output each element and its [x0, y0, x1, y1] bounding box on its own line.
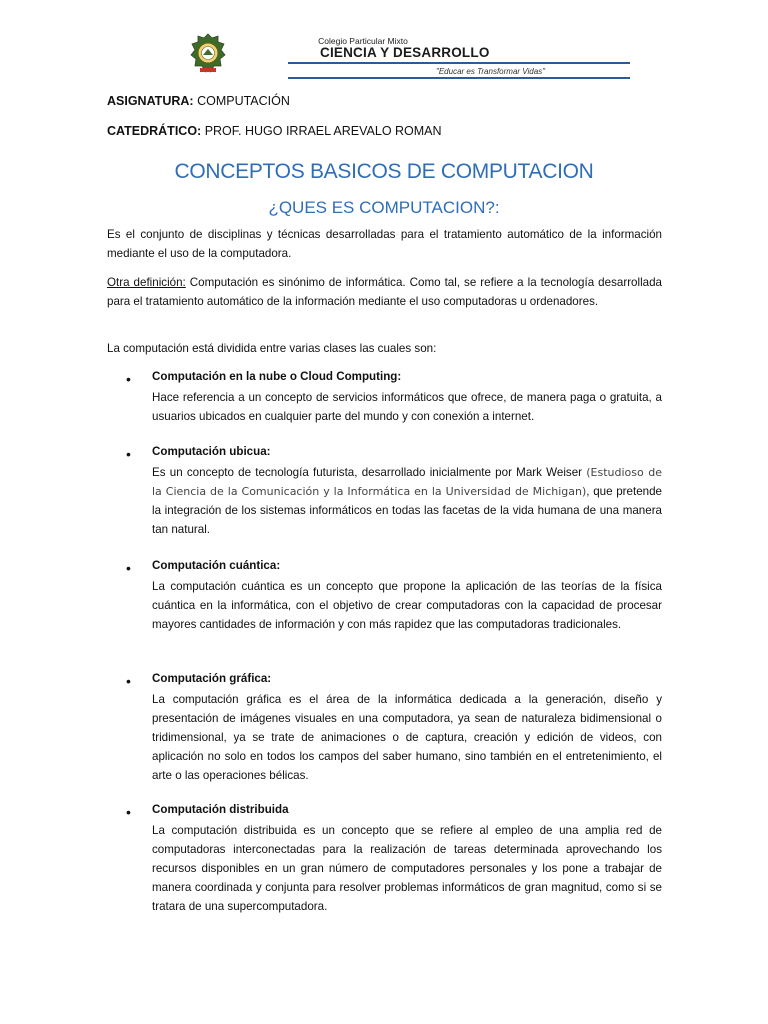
letterhead: [188, 28, 630, 84]
item-title-graphics: Computación gráfica:: [152, 672, 272, 685]
item-title-distributed: Computación distribuida: [152, 803, 289, 816]
school-name: CIENCIA Y DESARROLLO: [320, 45, 490, 60]
bullet-icon: •: [126, 446, 131, 462]
teacher-label: CATEDRÁTICO:: [107, 124, 202, 138]
bullet-icon: •: [126, 804, 131, 820]
item-body-distributed: La computación distribuida es un concepto que se refiere al empleo de una amplia red de computadoras interconectadas para la realización de tareas determinada aprovechando los recursos disponibles en un gran número de computadores personales y los pone a trabajar de manera coordinada y conjunta para resolver problemas informáticos de gran magnitud, como si se tratara de una supercomputadora.: [152, 824, 662, 913]
item-body-ubiquitous: [152, 463, 662, 539]
item-title-quantum: Computación cuántica:: [152, 559, 281, 572]
bullet-icon: •: [126, 560, 131, 576]
other-definition-label: Otra definición:: [107, 276, 186, 289]
header-rule-bottom: [288, 77, 630, 79]
school-name-block: [288, 28, 630, 84]
subject-line: [107, 94, 290, 108]
item-body-quantum: La computación cuántica es un concepto que propone la aplicación de las teorías de la física cuántica en la informática, con el objetivo de crear computadoras con la capacidad de procesar mayores cantidades de información y con más rapidez que las computadoras tradicionales.: [152, 580, 662, 631]
subject-label: ASIGNATURA:: [107, 94, 194, 108]
item-body-ubiquitous-aside: (Estudioso de la Ciencia de la Comunicación y la Informática en la Universidad de Michigan): [152, 466, 662, 498]
item-title-cloud: Computación en la nube o Cloud Computing:: [152, 370, 402, 383]
header-rule-top: [288, 62, 630, 64]
item-body-ubiquitous-part-b: , que pretende la integración de los sistemas informáticos en todas las facetas de la vida humana de una manera tan natural.: [152, 485, 662, 536]
school-seal-icon: [188, 32, 228, 76]
teacher-line: [107, 124, 442, 138]
item-title-ubiquitous: Computación ubicua:: [152, 445, 271, 458]
definition-paragraph: Es el conjunto de disciplinas y técnicas desarrolladas para el tratamiento automático de la información mediante el uso de la computadora.: [107, 228, 662, 260]
other-definition-text: Computación es sinónimo de informática. Como tal, se refiere a la tecnología desarrollada para el tratamiento automático de la información mediante el uso computadoras u ordenadores.: [107, 276, 662, 308]
bullet-icon: •: [126, 673, 131, 689]
item-body-graphics: La computación gráfica es el área de la informática dedicada a la generación, diseño y presentación de imágenes visuales en una computadora, ya sean de naturaleza bidimensional o tridimensional, ya se trate de animaciones o de captura, creación y edición de videos, con aplicación no solo en todos los campos del saber humano, sino también en el entretenimiento, el arte o las operaciones bélicas.: [152, 693, 662, 782]
school-motto: "Educar es Transformar Vidas": [436, 67, 545, 76]
school-type: Colegio Particular Mixto: [318, 36, 408, 46]
classes-intro: La computación está dividida entre varias clases las cuales son:: [107, 342, 437, 355]
subject-value: COMPUTACIÓN: [197, 94, 290, 108]
teacher-value: PROF. HUGO IRRAEL AREVALO ROMAN: [204, 124, 442, 138]
item-body-ubiquitous-part-a: Es un concepto de tecnología futurista, desarrollado inicialmente por Mark Weiser: [152, 466, 583, 479]
bullet-icon: •: [126, 371, 131, 387]
item-body-cloud: Hace referencia a un concepto de servicios informáticos que ofrece, de manera paga o gratuita, a usuarios ubicados en cualquier parte del mundo y con conexión a internet.: [152, 391, 662, 423]
other-definition-paragraph: [107, 273, 662, 311]
page-subtitle: ¿QUES ES COMPUTACION?:: [268, 198, 500, 217]
page-title: CONCEPTOS BASICOS DE COMPUTACION: [174, 160, 594, 183]
